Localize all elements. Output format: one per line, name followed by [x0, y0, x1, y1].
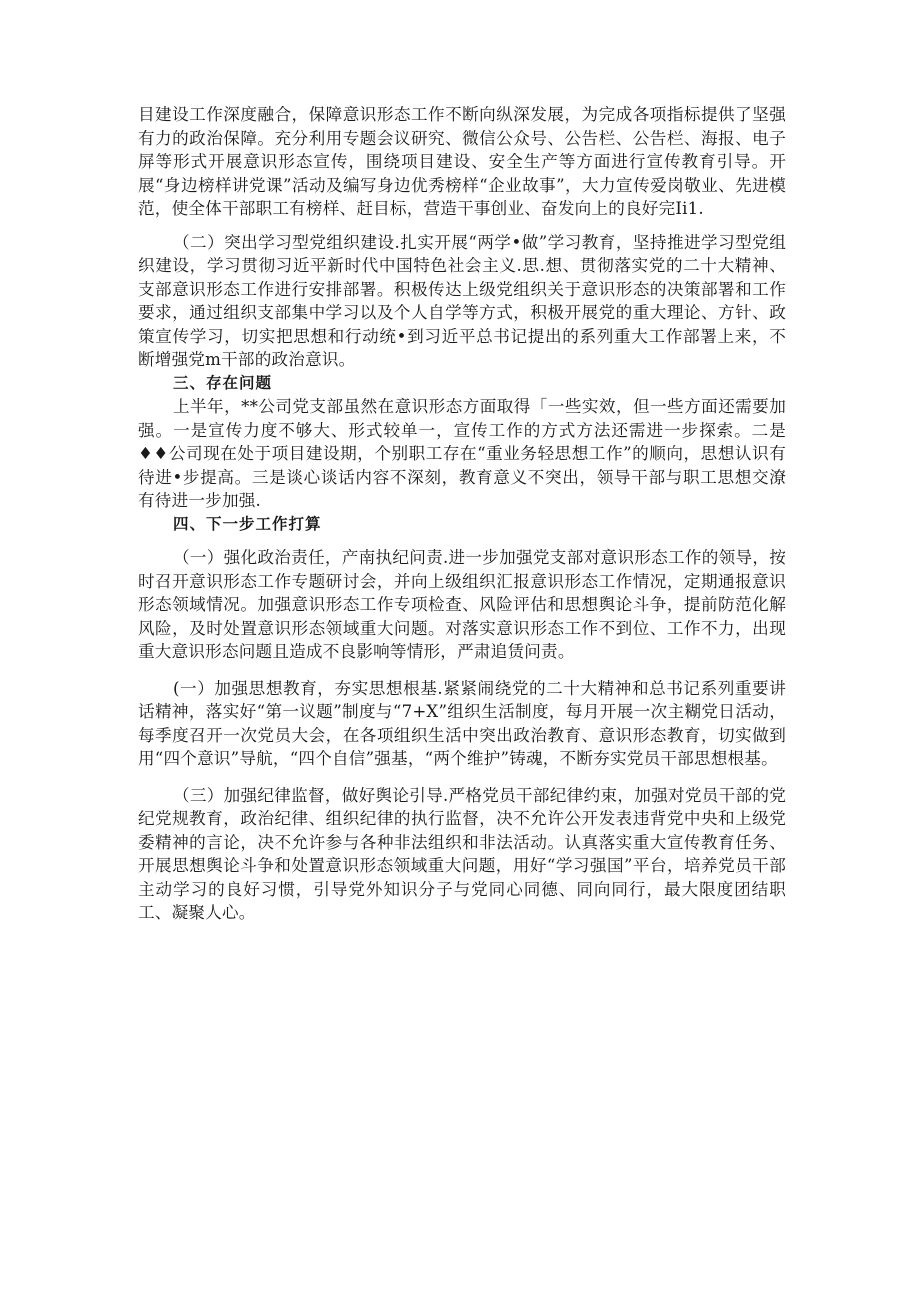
paragraph-ideological-education: (一）加强思想教育，夯实思想根基.紧紧闹绕党的二十大精神和总书记系列重要讲话精神，落实好“第一议题”制度与“7+X”组织生活制度，每月开展一次主糊党日活动，每季度召开一次党员大会，在各项组织生活中突出政治教育、意识形态教育，切实做到用“四个意识”导航，“四个自信”强基，“两个维护”铸魂，不断夯实党员干部思想根基。: [138, 678, 786, 768]
paragraph-political-responsibility: （一）强化政治责任，产南执纪问责.进一步加强党支部对意识形态工作的领导，按时召开意识形态工作专题研讨会，并向上级组织汇报意识形态工作情况，定期通报意识形态领域情况。加强意识形态工作专项检查、风险评估和思想舆论斗争，提前防范化解风险，及时处置意识形态领域重大问题。对落实意识形态工作不到位、工作不力，出现重大意识形态问题且造成不良影响等情形，严肃追赁问责。: [138, 548, 786, 661]
paragraph-discipline-supervision: （三）加强纪律监督，做好舆论引导.严格党员干部纪律约束，加强对党员干部的党纪党规教育，政治纪律、组织纪律的执行监督，决不允许公开发表违背党中央和上级党委精神的言论，决不允许参与各种非法组织和非法活动。认真落实重大宣传教育任务、开展思想舆论斗争和处置意识形态领域重大问题，用好“学习强国”平台，培养党员干部主动学习的良好习惯，引导党外知识分子与党同心同德、同向同行，最大限度团结职工、凝聚人心。: [138, 785, 786, 922]
document-page: [138, 103, 786, 925]
section-heading-problems: 三、存在问题: [173, 373, 273, 392]
paragraph-continuation: 目建设工作深度融合，保障意识形态工作不断向纵深发展，为完成各项指标提供了坚强有力的政治保障。充分利用专题会议研究、微信公众号、公告栏、公告栏、海报、电子屏等形式开展意识形态宣传，围绕项目建设、安全生产等方面进行宣传教育引导。开展“身边榜样讲党课”活动及编写身边优秀榜样“企业故事”，大力宣传爱岗敬业、先进模范，使全体干部职工有榜样、赶目标，营造干事创业、奋发向上的良好完Ii1.: [138, 105, 786, 218]
paragraph-learning-organization: （二）突出学习型党组织建设.扎实开展“两学•做”学习教育，坚持推进学习型党组织建设，学习贯彻习近平新时代中国特色社会主义.思.想、贯彻落实党的二十大精神、支部意识形态工作进行安排部署。积极传达上级党组织关于意识形态的决策部署和工作要求，通过组织支部集中学习以及个人自学等方式，积极开展党的重大理论、方针、政策宣传学习，切实把思想和行动统•到习近平总书记提出的系列重大工作部署上来，不断增强党m干部的政治意识。: [138, 232, 786, 369]
paragraph-problems: 上半年，**公司党支部虽然在意识形态方面取得「一些实效，但一些方面还需要加强。一是宣传力度不够大、形式较单一，宣传工作的方式方法还需进一步探索。二是♦♦公司现在处于项目建设期，个别职工存在“重业务轻思想工作”的顺向，思想认识有待进•步提高。三是谈心谈话内容不深刻，教育意义不突出，领导干部与职工思想交潦有待进一步加强.: [138, 397, 786, 510]
section-heading-next-steps: 四、下一步工作打算: [173, 514, 322, 533]
